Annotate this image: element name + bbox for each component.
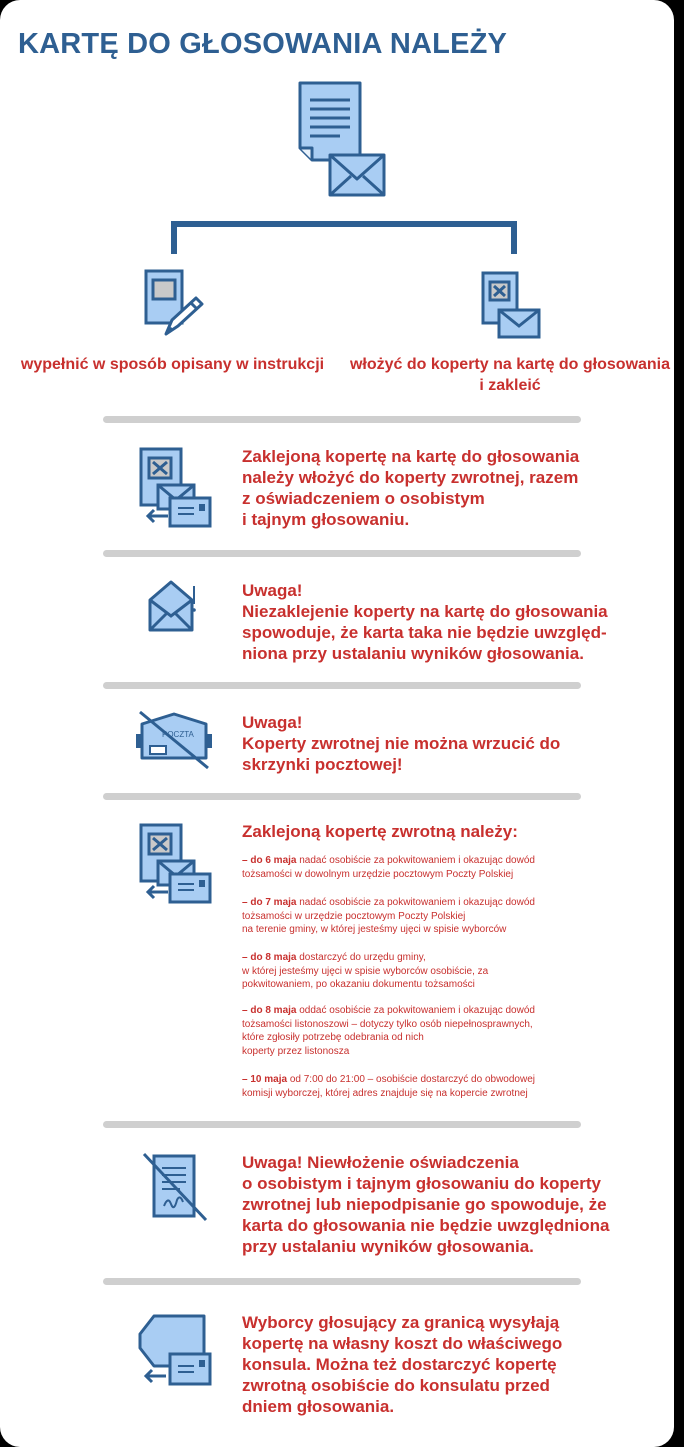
s3-line: skrzynki pocztowej! — [242, 755, 403, 774]
deadline-date: – do 6 maja — [242, 855, 297, 866]
mailbox-crossed-icon — [134, 708, 214, 772]
s5-line: przy ustalaniu wyników głosowania. — [242, 1237, 534, 1256]
section-3-text — [242, 712, 560, 775]
s6-line: kopertę na własny koszt do właściwego — [242, 1334, 563, 1353]
deadline-text: od 7:00 do 21:00 – osobiście dostarczyć do obwodowej — [287, 1074, 535, 1085]
return-envelope-icon — [138, 446, 214, 530]
section-4-heading: Zaklejoną kopertę zwrotną należy: — [242, 822, 518, 841]
deadline-item — [242, 854, 582, 881]
deadline-text: tożsamości listonoszowi – dotyczy tylko osób niepełnosprawnych, — [242, 1018, 533, 1030]
s1-line: należy włożyć do koperty zwrotnej, razem — [242, 468, 579, 487]
s1-line: Zaklejoną kopertę na kartę do głosowania — [242, 447, 580, 466]
deadline-text: tożsamości w dowolnym urzędzie pocztowym Poczty Polskiej — [242, 868, 514, 880]
deadline-item — [242, 1073, 582, 1100]
ballot-envelope-icon — [478, 270, 544, 340]
deadline-text: koperty przez listonosza — [242, 1045, 350, 1057]
deadline-text: w której jesteśmy ujęci w spisie wyborców osobiście, za — [242, 965, 489, 977]
s1-line: i tajnym głosowaniu. — [242, 510, 410, 529]
deadline-item — [242, 951, 582, 992]
s6-line: konsula. Można też dostarczyć kopertę — [242, 1355, 557, 1374]
s5-line: Uwaga! Niewłożenie oświadczenia — [242, 1153, 519, 1172]
s2-line: Uwaga! — [242, 581, 303, 600]
s5-line: o osobistym i tajnym głosowaniu do koperty — [242, 1174, 601, 1193]
divider-5 — [103, 1121, 581, 1128]
section-6-text — [242, 1312, 562, 1417]
step-seal-label — [348, 354, 672, 396]
step-fill-text: wypełnić w sposób opisany w instrukcji — [20, 356, 325, 373]
deadline-text: oddać osobiście za pokwitowaniem i okazując dowód — [296, 1005, 535, 1016]
deadline-text: nadać osobiście za pokwitowaniem i okazując dowód — [296, 897, 535, 908]
divider-2 — [103, 550, 581, 557]
return-envelope-icon — [138, 822, 214, 906]
s6-line: zwrotną osobiście do konsulatu przed — [242, 1376, 550, 1395]
s3-line: Koperty zwrotnej nie można wrzucić do — [242, 734, 561, 753]
split-bracket — [168, 218, 520, 258]
mailbox-label: POCZTA — [162, 730, 194, 739]
deadline-text: komisji wyborczej, której adres znajduje się na kopercie zwrotnej — [242, 1087, 528, 1099]
deadline-text: pokwitowaniem, po okazaniu dokumentu tożsamości — [242, 979, 475, 990]
s2-line: spowoduje, że karta taka nie będzie uwzględ- — [242, 623, 607, 642]
deadline-date: – do 8 maja — [242, 952, 297, 963]
deadline-date: – do 8 maja — [242, 1005, 297, 1016]
divider-6 — [103, 1278, 581, 1285]
section-1-text — [242, 446, 579, 530]
section-5-text — [242, 1152, 609, 1257]
deadline-text: na terenie gminy, w której jesteśmy ujęci w spisie wyborców — [242, 924, 507, 935]
deadline-item — [242, 896, 582, 937]
s5-line: zwrotnej lub niepodpisanie go spowoduje, że — [242, 1195, 607, 1214]
abroad-envelope-icon — [136, 1310, 216, 1390]
s1-line: z oświadczeniem o osobistym — [242, 489, 485, 508]
document-envelope-icon — [290, 80, 390, 200]
deadline-date: – do 7 maja — [242, 897, 297, 908]
deadline-text: tożsamości w urzędzie pocztowym Poczty Polskiej — [242, 910, 466, 922]
s2-line: Niezaklejenie koperty na kartę do głosowania — [242, 602, 608, 621]
s6-line: Wyborcy głosujący za granicą wysyłają — [242, 1313, 560, 1332]
ballot-pen-icon — [142, 268, 208, 340]
deadline-item — [242, 1004, 582, 1058]
divider-1 — [103, 416, 581, 423]
divider-3 — [103, 682, 581, 689]
s3-line: Uwaga! — [242, 713, 303, 732]
step-fill-label — [15, 354, 330, 375]
step-seal-line-2: i zakleić — [479, 377, 541, 394]
section-2-text — [242, 580, 608, 664]
page-title: KARTĘ DO GŁOSOWANIA NALEŻY — [18, 28, 508, 60]
step-seal-line-1: włożyć do koperty na kartę do głosowania — [349, 356, 671, 373]
deadline-date: – 10 maja — [242, 1074, 288, 1085]
divider-4 — [103, 793, 581, 800]
s6-line: dniem głosowania. — [242, 1397, 395, 1416]
s5-line: karta do głosowania nie będzie uwzględniona — [242, 1216, 610, 1235]
deadline-text: dostarczyć do urzędu gminy, — [296, 952, 426, 963]
open-envelope-icon — [146, 578, 200, 634]
deadline-text: które zgłosiły potrzebę odebrania od nich — [242, 1032, 424, 1043]
s2-line: niona przy ustalaniu wyników głosowania. — [242, 644, 584, 663]
deadline-text: nadać osobiście za pokwitowaniem i okazując dowód — [296, 855, 535, 866]
unsigned-statement-icon — [140, 1150, 210, 1224]
